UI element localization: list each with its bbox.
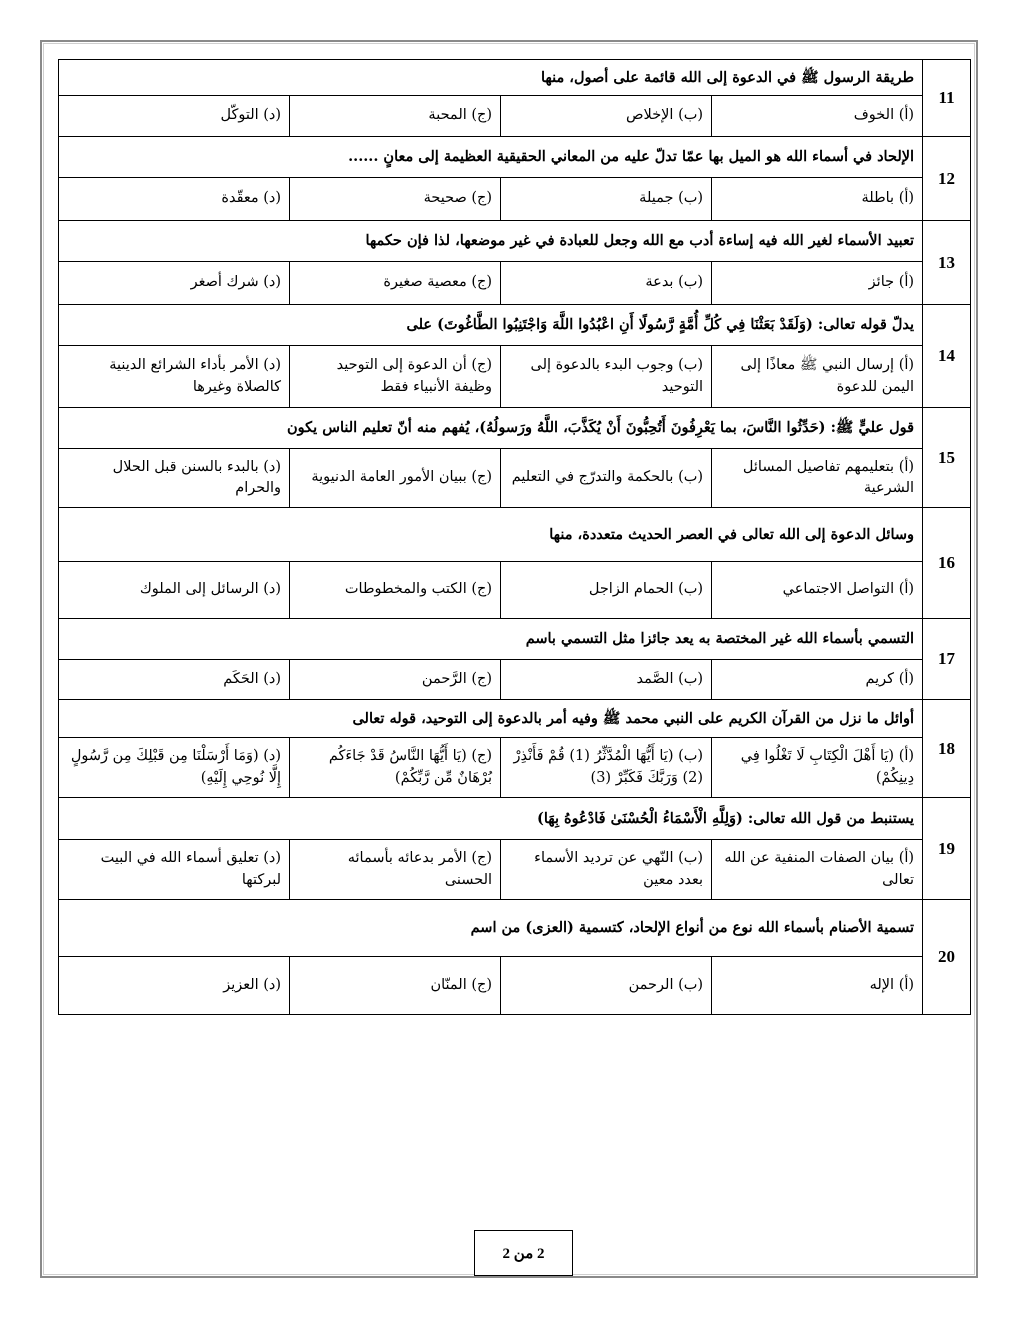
question-number: 15 bbox=[923, 408, 971, 508]
question-text: أوائل ما نزل من القرآن الكريم على النبي محمد ﷺ وفيه أمر بالدعوة إلى التوحيد، قوله تعالى bbox=[59, 700, 923, 738]
question-row bbox=[59, 221, 971, 262]
answer-option[interactable]: (ب) بالحكمة والتدرّج في التعليم bbox=[501, 449, 712, 508]
answer-option[interactable]: (أ) كريم bbox=[712, 660, 923, 700]
page-number bbox=[474, 1230, 573, 1276]
answer-option[interactable]: (ب) الحمام الزاجل bbox=[501, 562, 712, 619]
question-number: 11 bbox=[923, 60, 971, 137]
answer-option[interactable]: (أ) الإله bbox=[712, 957, 923, 1015]
answer-option[interactable]: (أ) بيان الصفات المنفية عن الله تعالى bbox=[712, 840, 923, 900]
answer-option[interactable]: (أ) جائز bbox=[712, 262, 923, 305]
options-row bbox=[59, 660, 971, 700]
answer-option[interactable]: (د) التوكّل bbox=[59, 96, 290, 137]
answer-option[interactable]: (د) بالبدء بالسنن قبل الحلال والحرام bbox=[59, 449, 290, 508]
answer-option[interactable]: (د) معقّدة bbox=[59, 178, 290, 221]
answer-option[interactable]: (د) الحَكَم bbox=[59, 660, 290, 700]
answer-option[interactable]: (أ) التواصل الاجتماعي bbox=[712, 562, 923, 619]
answer-option[interactable]: (أ) بتعليمهم تفاصيل المسائل الشرعية bbox=[712, 449, 923, 508]
options-row bbox=[59, 96, 971, 137]
answer-option[interactable]: (ب) النّهي عن ترديد الأسماء بعدد معين bbox=[501, 840, 712, 900]
question-number: 14 bbox=[923, 305, 971, 408]
answer-option[interactable]: (د) شرك أصغر bbox=[59, 262, 290, 305]
question-number: 19 bbox=[923, 798, 971, 900]
answer-option[interactable]: (ب) الصَّمد bbox=[501, 660, 712, 700]
question-text: تسمية الأصنام بأسماء الله نوع من أنواع الإلحاد، كتسمية (العزى) من اسم bbox=[59, 900, 923, 957]
question-number: 12 bbox=[923, 137, 971, 221]
answer-option[interactable]: (ب) جميلة bbox=[501, 178, 712, 221]
question-text: قول عليٍّ ﷺ: (حَدِّثُوا النَّاسَ، بما يَعْرِفُونَ أَتُحِبُّونَ أَنْ يُكَذَّبَ، اللَّهُ ورَسولُهُ)، يُفهم منه أنّ تعليم الناس يكون bbox=[59, 408, 923, 449]
question-number: 20 bbox=[923, 900, 971, 1015]
question-row bbox=[59, 508, 971, 562]
options-row bbox=[59, 449, 971, 508]
answer-option[interactable]: (ج) الرَّحمن bbox=[290, 660, 501, 700]
question-text: تعبيد الأسماء لغير الله فيه إساءة أدب مع الله وجعل للعبادة في غير موضعها، لذا فإن حكمها bbox=[59, 221, 923, 262]
answer-option[interactable]: (أ) (يَا أَهْلَ الْكِتَابِ لَا تَغْلُوا فِي دِينِكُمْ) bbox=[712, 738, 923, 798]
question-row bbox=[59, 60, 971, 96]
question-text: يدلّ قوله تعالى: (وَلَقَدْ بَعَثْنَا فِي كُلِّ أُمَّةٍ رَّسُولًا أَنِ اعْبُدُوا اللَّهَ وَاجْتَنِبُوا الطَّاغُوتَ) على bbox=[59, 305, 923, 346]
options-row bbox=[59, 562, 971, 619]
options-row bbox=[59, 738, 971, 798]
question-number: 13 bbox=[923, 221, 971, 305]
question-row bbox=[59, 619, 971, 660]
answer-option[interactable]: (أ) إرسال النبي ﷺ معاذًا إلى اليمن للدعوة bbox=[712, 346, 923, 408]
answer-option[interactable]: (د) الرسائل إلى الملوك bbox=[59, 562, 290, 619]
question-number: 16 bbox=[923, 508, 971, 619]
answer-option[interactable]: (ج) الكتب والمخطوطات bbox=[290, 562, 501, 619]
question-row bbox=[59, 305, 971, 346]
question-text: طريقة الرسول ﷺ في الدعوة إلى الله قائمة على أصول، منها bbox=[59, 60, 923, 96]
options-row bbox=[59, 346, 971, 408]
answer-option[interactable]: (ج) صحيحة bbox=[290, 178, 501, 221]
question-row bbox=[59, 137, 971, 178]
answer-option[interactable]: (د) العزيز bbox=[59, 957, 290, 1015]
answer-option[interactable]: (ب) وجوب البدء بالدعوة إلى التوحيد bbox=[501, 346, 712, 408]
options-row bbox=[59, 178, 971, 221]
question-text: وسائل الدعوة إلى الله تعالى في العصر الحديث متعددة، منها bbox=[59, 508, 923, 562]
answer-option[interactable]: (د) تعليق أسماء الله في البيت لبركتها bbox=[59, 840, 290, 900]
answer-option[interactable]: (ج) أن الدعوة إلى التوحيد وظيفة الأنبياء فقط bbox=[290, 346, 501, 408]
question-row bbox=[59, 900, 971, 957]
question-number: 17 bbox=[923, 619, 971, 700]
question-text: الإلحاد في أسماء الله هو الميل بها عمّا تدلّ عليه من المعاني الحقيقية العظيمة إلى معانٍ ...... bbox=[59, 137, 923, 178]
question-row bbox=[59, 798, 971, 840]
answer-option[interactable]: (ج) (يَا أَيُّهَا النَّاسُ قَدْ جَاءَكُم بُرْهَانٌ مِّن رَّبِّكُمْ) bbox=[290, 738, 501, 798]
answer-option[interactable]: (ج) المحبة bbox=[290, 96, 501, 137]
answer-option[interactable]: (ب) الرحمن bbox=[501, 957, 712, 1015]
answer-option[interactable]: (ب) (يَا أَيُّهَا الْمُدَّثِّرُ (1) قُمْ فَأَنْذِرْ (2) وَرَبَّكَ فَكَبِّرْ (3) bbox=[501, 738, 712, 798]
answer-option[interactable]: (ج) المنّان bbox=[290, 957, 501, 1015]
options-row bbox=[59, 957, 971, 1015]
answer-option[interactable]: (ج) الأمر بدعائه بأسمائه الحسنى bbox=[290, 840, 501, 900]
answer-option[interactable]: (أ) الخوف bbox=[712, 96, 923, 137]
question-number: 18 bbox=[923, 700, 971, 798]
options-row bbox=[59, 262, 971, 305]
questions-table bbox=[58, 59, 971, 1015]
answer-option[interactable]: (د) الأمر بأداء الشرائع الدينية كالصلاة وغيرها bbox=[59, 346, 290, 408]
answer-option[interactable]: (ج) ببيان الأمور العامة الدنيوية bbox=[290, 449, 501, 508]
answer-option[interactable]: (ب) الإخلاص bbox=[501, 96, 712, 137]
answer-option[interactable]: (د) (وَمَا أَرْسَلْنَا مِن قَبْلِكَ مِن رَّسُولٍ إِلَّا نُوحِي إِلَيْهِ) bbox=[59, 738, 290, 798]
question-text: التسمي بأسماء الله غير المختصة به يعد جائزا مثل التسمي باسم bbox=[59, 619, 923, 660]
answer-option[interactable]: (ج) معصية صغيرة bbox=[290, 262, 501, 305]
question-row bbox=[59, 408, 971, 449]
options-row bbox=[59, 840, 971, 900]
question-row bbox=[59, 700, 971, 738]
answer-option[interactable]: (ب) بدعة bbox=[501, 262, 712, 305]
answer-option[interactable]: (أ) باطلة bbox=[712, 178, 923, 221]
page-number-label: 2 من 2 bbox=[502, 1245, 545, 1262]
question-text: يستنبط من قول الله تعالى: (وَلِلَّهِ الْأَسْمَاءُ الْحُسْنَىٰ فَادْعُوهُ بِهَا) bbox=[59, 798, 923, 840]
